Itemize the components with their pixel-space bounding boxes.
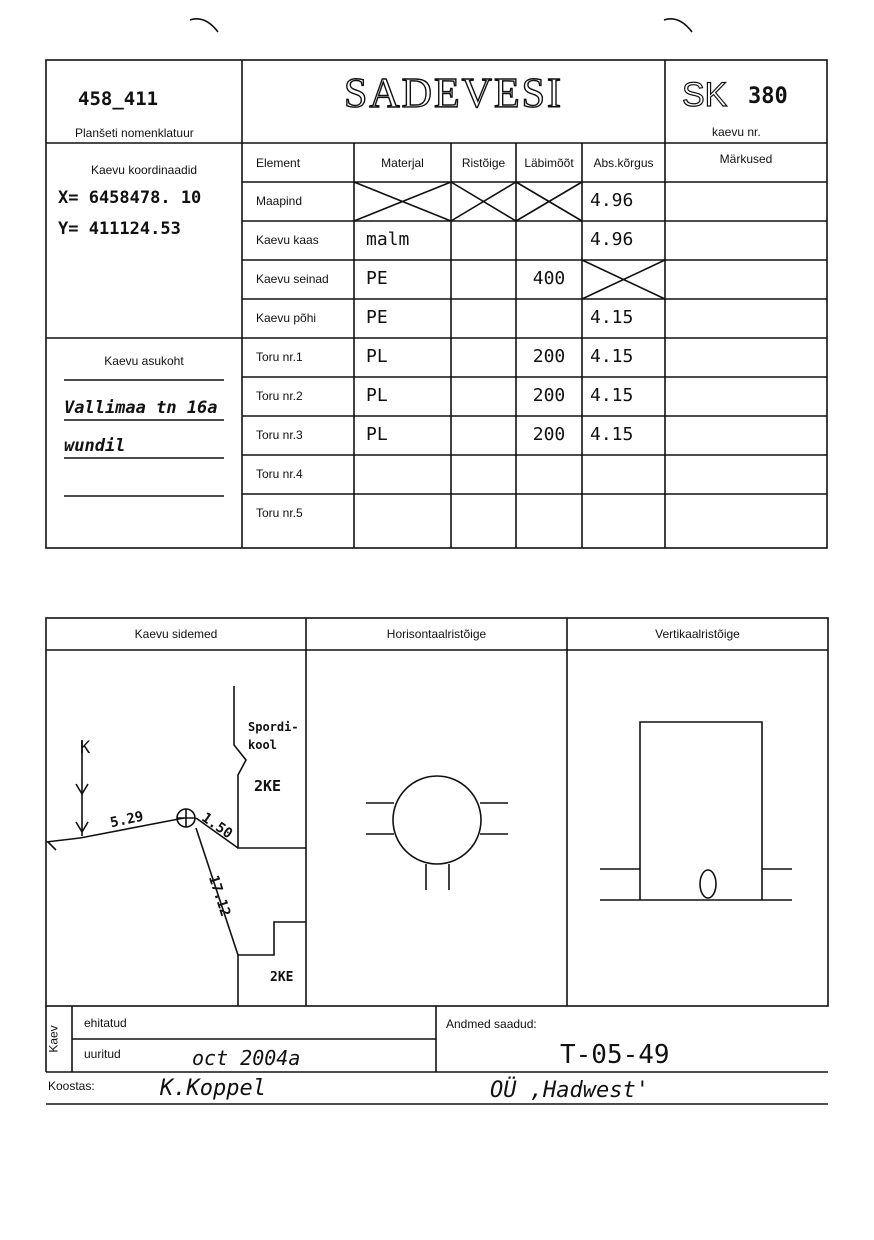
page-title: SADEVESI (343, 71, 563, 117)
dimension-right: 1.50 (198, 809, 236, 843)
cell-element: Maapind (256, 194, 303, 208)
coordinate-y: Y= 411124.53 (58, 219, 181, 239)
column-header-element: Element (256, 156, 301, 170)
cell-element: Toru nr.2 (256, 389, 303, 403)
coordinate-x: X= 6458478. 10 (58, 188, 202, 208)
footer-side-label: Kaev (46, 1025, 61, 1053)
punch-hole-mark-right (664, 19, 692, 32)
built-label: ehitatud (84, 1016, 127, 1030)
surveyed-label: uuritud (84, 1047, 121, 1061)
column-header-abs-height: Abs.kõrgus (593, 156, 654, 170)
well-number: 380 (748, 84, 788, 109)
data-received-value: T-05-49 (560, 1040, 670, 1070)
cell-diameter: 200 (532, 346, 566, 367)
location-line-2: wundil (64, 436, 126, 456)
column-header-diameter: Läbimõõt (524, 156, 574, 170)
cell-element: Toru nr.1 (256, 350, 303, 364)
cell-diameter: 200 (532, 385, 566, 406)
cell-element: Kaevu põhi (256, 311, 317, 325)
cell-material: PE (366, 307, 388, 328)
cell-element: Toru nr.3 (256, 428, 303, 442)
dimension-left: 5.29 (108, 808, 146, 832)
nomenclature-value: 458_411 (78, 88, 159, 110)
cell-material: PL (366, 424, 388, 445)
compiled-by-label: Koostas: (48, 1079, 95, 1093)
location-label: Kaevu asukoht (104, 354, 184, 368)
well-number-label: kaevu nr. (712, 125, 761, 139)
cell-abs-height: 4.15 (590, 307, 634, 328)
cell-diameter: 200 (532, 424, 566, 445)
cell-material: PL (366, 385, 388, 406)
cell-element: Kaevu kaas (256, 233, 319, 247)
well-code-prefix: SK (682, 76, 728, 114)
punch-hole-mark-left (190, 19, 218, 32)
cell-material: PE (366, 268, 388, 289)
cell-element: Toru nr.5 (256, 506, 303, 520)
ties-panel-title: Kaevu sidemed (134, 627, 218, 641)
cell-diameter: 400 (532, 268, 566, 289)
coordinates-label: Kaevu koordinaadid (90, 163, 198, 177)
company-name: OÜ ,Hadwest' (490, 1078, 649, 1103)
cell-material: malm (366, 229, 410, 250)
k-mark: K (80, 738, 91, 758)
cell-abs-height: 4.15 (590, 424, 634, 445)
cell-abs-height: 4.96 (590, 190, 634, 211)
note-sports-school: Spordi- kool (248, 720, 299, 752)
column-header-cross-section: Ristõige (461, 156, 506, 170)
cell-abs-height: 4.15 (590, 346, 634, 367)
cell-abs-height: 4.96 (590, 229, 634, 250)
dimension-down: 17.12 (204, 873, 234, 919)
cell-material: PL (366, 346, 388, 367)
cell-element: Toru nr.4 (256, 467, 303, 481)
nomenclature-label: Planšeti nomenklatuur (75, 126, 194, 140)
vertical-section-title: Vertikaalristõige (655, 627, 740, 641)
location-line-1: Vallimaa tn 16a (64, 398, 218, 418)
surveyed-value: oct 2004a (192, 1046, 301, 1070)
column-header-material: Materjal (381, 156, 424, 170)
note-2ke-bottom: 2KE (270, 970, 294, 985)
data-received-label: Andmed saadud: (446, 1017, 537, 1031)
cell-abs-height: 4.15 (590, 385, 634, 406)
note-2ke-top: 2KE (254, 777, 282, 795)
horizontal-section-title: Horisontaalristõige (386, 627, 487, 641)
column-header-notes: Märkused (719, 152, 773, 166)
compiled-by-name: K.Koppel (160, 1076, 266, 1101)
cell-element: Kaevu seinad (256, 272, 329, 286)
drawing-area-border (46, 618, 828, 1006)
